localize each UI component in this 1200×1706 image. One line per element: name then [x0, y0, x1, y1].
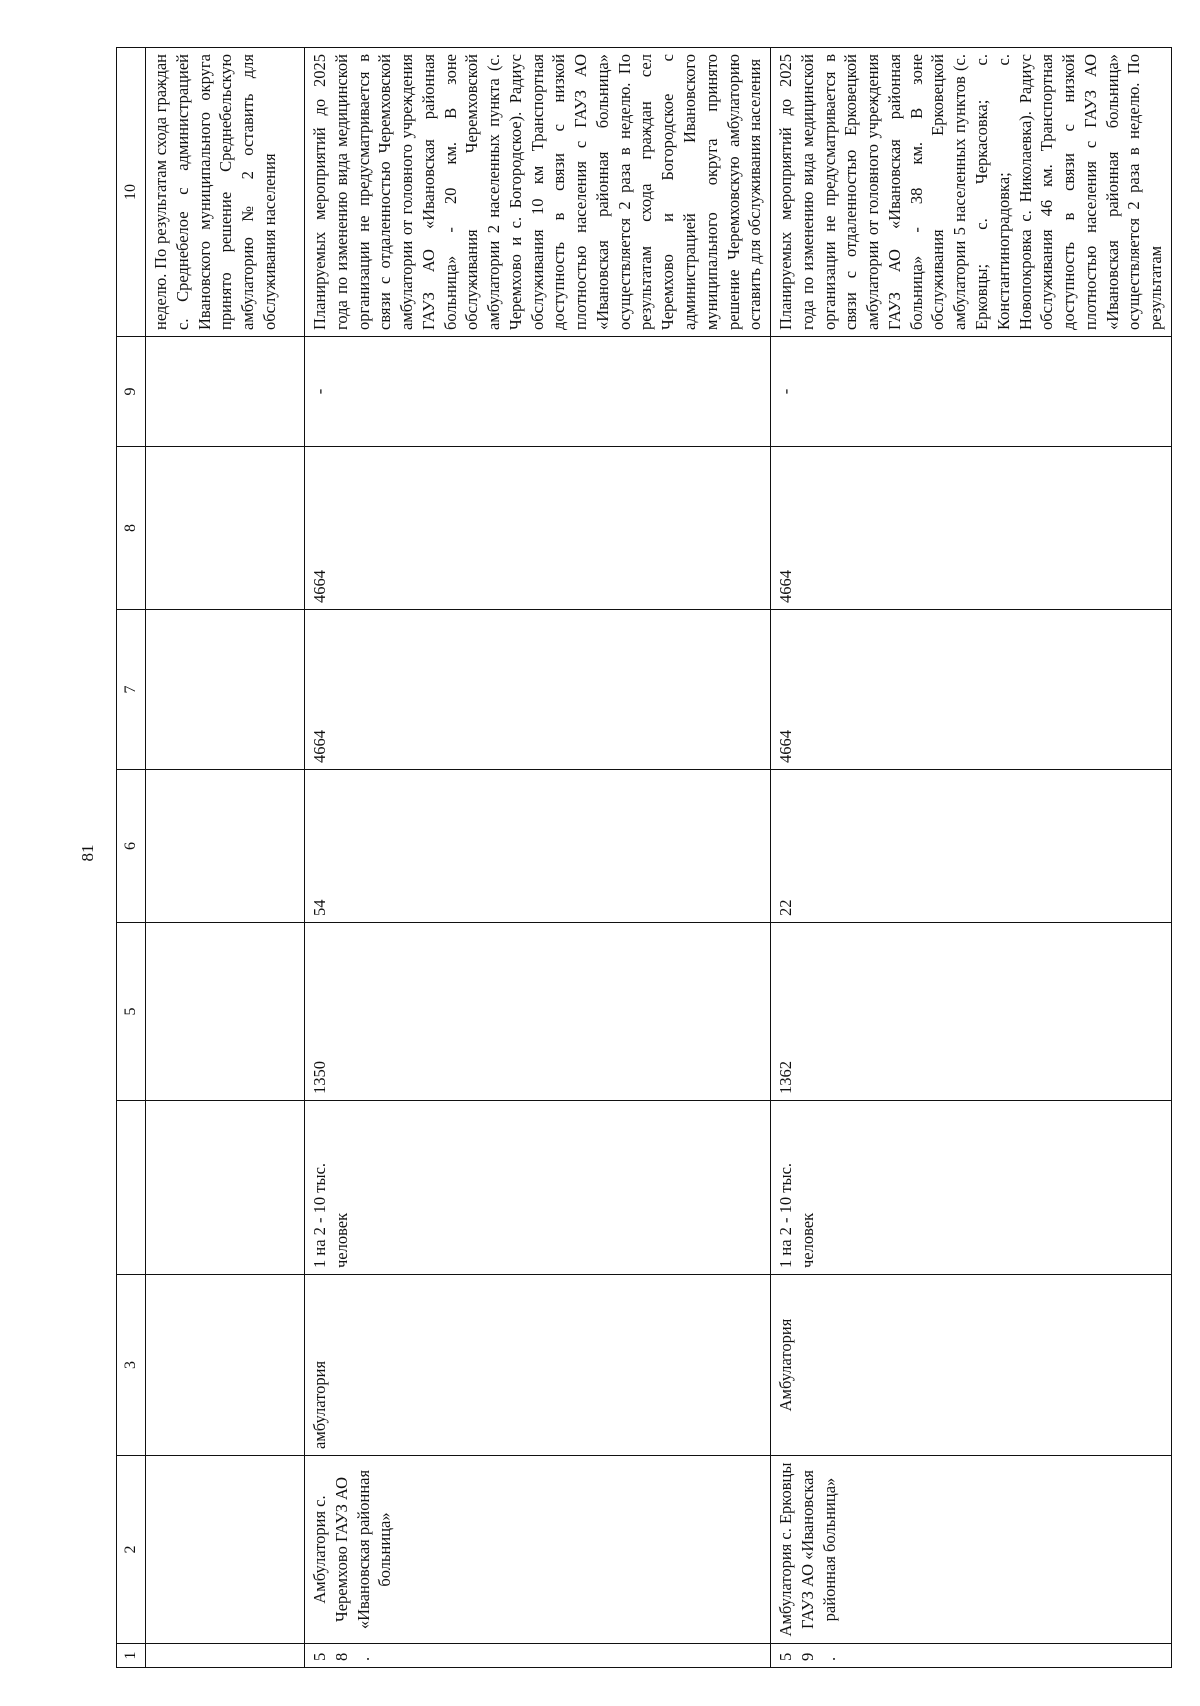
value-col7: 4664: [771, 610, 1172, 770]
facility-name: Амбулатория с. Черемхово ГАУЗ АО «Ивановская районная больница»: [305, 1456, 771, 1644]
facility-norm: 1 на 2 - 10 тыс. человек: [305, 1101, 771, 1275]
header-cell: 2: [117, 1456, 146, 1644]
header-cell: 10: [117, 48, 146, 337]
value-col8: 4664: [771, 447, 1172, 610]
note-cell: неделю. По результатам схода граждан с. Среднебелое с администрацией Ивановского муниципального округа принято решение Среднебельскую амбулаторию № 2 оставить для обслуживания населения: [146, 48, 305, 337]
header-row: [117, 48, 146, 1668]
empty-cell: [146, 447, 305, 610]
facility-name: Амбулатория с. Ерковцы ГАУЗ АО «Ивановская районная больница»: [771, 1456, 1172, 1644]
header-cell: 8: [117, 447, 146, 610]
note-cell: Планируемых мероприятий до 2025 года по изменению вида медицинской организации не предусматривается в связи с отдаленностью Ерковецкой амбулатории от головного учреждения ГАУЗ АО «Ивановская районная больница» - 38 км. В зоне обслуживания Ерковецкой амбулатории 5 населенных пунктов (с. Ерковцы; с. Черкасовка; с. Константиноградовка; с. Новопокровка с. Николаевка). Радиус обслуживания 46 км. Транспортная доступность в связи с низкой плотностью населения с ГАУЗ АО «Ивановская районная больница» осуществляется 2 раза в неделю. По результатам: [771, 48, 1172, 337]
value-col9: -: [305, 337, 771, 447]
value-col7: 4664: [305, 610, 771, 770]
value-col5: 1362: [771, 923, 1172, 1101]
empty-cell: [146, 1644, 305, 1668]
header-cell: 5: [117, 923, 146, 1101]
rotated-table-container: [116, 48, 1166, 1668]
header-cell: 6: [117, 770, 146, 923]
header-cell: 7: [117, 610, 146, 770]
empty-cell: [146, 610, 305, 770]
header-cell: 9: [117, 337, 146, 447]
facilities-table: [116, 47, 1172, 1668]
note-cell: Планируемых мероприятий до 2025 года по изменению вида медицинской организации не предусматривается в связи с отдаленностью Черемховской амбулатории от головного учреждения ГАУЗ АО «Ивановская районная больница» - 20 км. В зоне обслуживания Черемховской амбулатории 2 населенных пункта (с. Черемхово и с. Богородское). Радиус обслуживания 10 км Транспортная доступность в связи с низкой плотностью населения с ГАУЗ АО «Ивановская районная больница» осуществляется 2 раза в неделю. По результатам схода граждан сел Черемхово и Богородское с администрацией Ивановского муниципального округа принято решение Черемховскую амбулаторию оставить для обслуживания населения: [305, 48, 771, 337]
header-cell: 3: [117, 1275, 146, 1456]
value-col6: 22: [771, 770, 1172, 923]
empty-cell: [146, 770, 305, 923]
facility-type: амбулатория: [305, 1275, 771, 1456]
empty-cell: [146, 1101, 305, 1275]
empty-cell: [146, 923, 305, 1101]
value-col6: 54: [305, 770, 771, 923]
facility-norm: 1 на 2 - 10 тыс. человек: [771, 1101, 1172, 1275]
facility-type: Амбулатория: [771, 1275, 1172, 1456]
table-row: [771, 48, 1172, 1668]
empty-cell: [146, 1456, 305, 1644]
value-col9: -: [771, 337, 1172, 447]
empty-cell: [146, 1275, 305, 1456]
header-cell: [117, 1101, 146, 1275]
row-number: 58.: [305, 1644, 771, 1668]
empty-cell: [146, 337, 305, 447]
continuation-row: [146, 48, 305, 1668]
table-row: [305, 48, 771, 1668]
header-cell: 1: [117, 1644, 146, 1668]
value-col8: 4664: [305, 447, 771, 610]
value-col5: 1350: [305, 923, 771, 1101]
row-number: 59.: [771, 1644, 1172, 1668]
page-number: 81: [78, 844, 97, 862]
